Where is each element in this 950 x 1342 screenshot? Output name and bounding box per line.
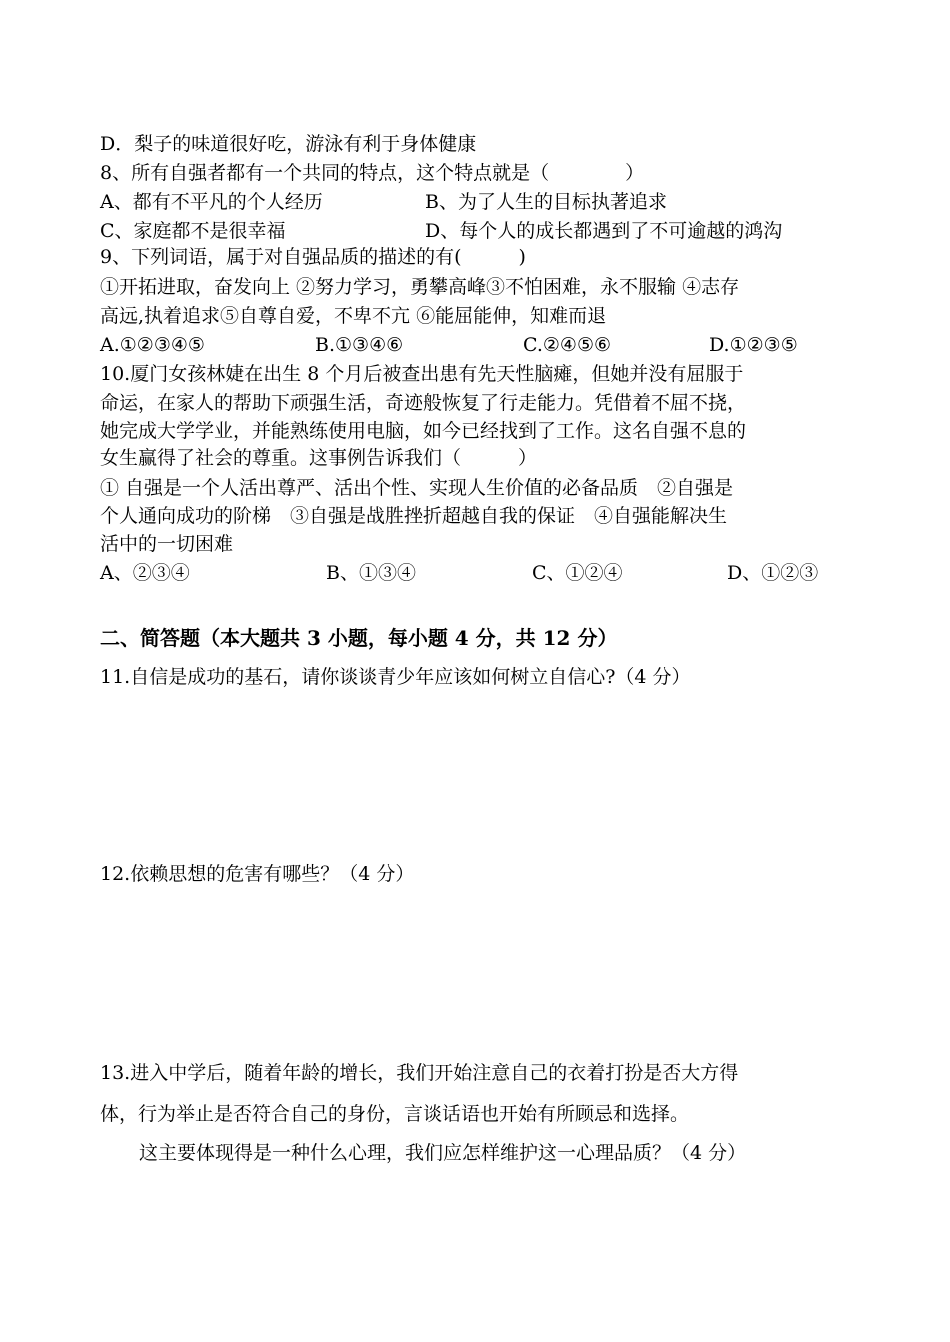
q12-text: 12.依赖思想的危害有哪些？（4 分）: [100, 863, 415, 885]
q9-stem: 9、下列词语，属于对自强品质的描述的有( ): [100, 246, 526, 268]
q10-line-2: 命运，在家人的帮助下顽强生活，奇迹般恢复了行走能力。凭借着不屈不挠，: [100, 392, 747, 414]
q8-option-a: A、都有不平凡的个人经历: [100, 191, 323, 213]
q9-option-c: C.②④⑤⑥: [523, 334, 612, 356]
q11-text: 11.自信是成功的基石，请你谈谈青少年应该如何树立自信心?（4 分）: [100, 666, 691, 688]
q13-line-3: 这主要体现得是一种什么心理，我们应怎样维护这一心理品质？（4 分）: [139, 1142, 747, 1164]
q8-option-d: D、每个人的成长都遇到了不可逾越的鸿沟: [425, 220, 783, 242]
q10-line-6: 个人通向成功的阶梯 ③自强是战胜挫折超越自我的保证 ④自强能解决生: [100, 505, 728, 527]
q10-options-row: [100, 560, 840, 586]
q8-options-row-1: [100, 189, 840, 215]
q9-option-a: A.①②③④⑤: [100, 334, 205, 356]
q8-stem: 8、所有自强者都有一个共同的特点，这个特点就是（ ）: [100, 162, 645, 184]
q10-option-d: D、①②③: [727, 562, 819, 584]
q10-line-7: 活中的一切困难: [100, 533, 234, 555]
q10-line-4: 女生赢得了社会的尊重。这事例告诉我们（ ）: [100, 447, 538, 469]
q9-option-b: B.①③④⑥: [315, 334, 404, 356]
q9-option-d: D.①②③⑤: [709, 334, 798, 356]
q8-options-row-2: [100, 218, 840, 244]
q9-body-line-1: ①开拓进取，奋发向上 ②努力学习，勇攀高峰③不怕困难，永不服输 ④志存: [100, 276, 740, 298]
q8-option-b: B、为了人生的目标执著追求: [425, 191, 667, 213]
q10-line-5: ① 自强是一个人活出尊严、活出个性、实现人生价值的必备品质 ②自强是: [100, 477, 734, 499]
section-2-heading: 二、简答题（本大题共 3 小题，每小题 4 分，共 12 分）: [100, 626, 618, 650]
q9-options-row: [100, 332, 840, 358]
q13-line-2: 体，行为举止是否符合自己的身份，言谈话语也开始有所顾忌和选择。: [100, 1103, 690, 1125]
q10-line-3: 她完成大学学业，并能熟练使用电脑，如今已经找到了工作。这名自强不息的: [100, 420, 747, 442]
q9-body-line-2: 高远,执着追求⑤自尊自爱，不卑不亢 ⑥能屈能伸，知难而退: [100, 305, 607, 327]
q8-option-c: C、家庭都不是很幸福: [100, 220, 286, 242]
q10-option-c: C、①②④: [532, 562, 623, 584]
q10-line-1: 10.厦门女孩林婕在出生 8 个月后被查出患有先天性脑瘫，但她并没有屈服于: [100, 363, 744, 385]
q10-option-b: B、①③④: [326, 562, 416, 584]
q13-line-1: 13.进入中学后，随着年龄的增长，我们开始注意自己的衣着打扮是否大方得: [100, 1062, 739, 1084]
q7-option-d: D．梨子的味道很好吃，游泳有利于身体健康: [100, 133, 477, 155]
q10-option-a: A、②③④: [100, 562, 190, 584]
